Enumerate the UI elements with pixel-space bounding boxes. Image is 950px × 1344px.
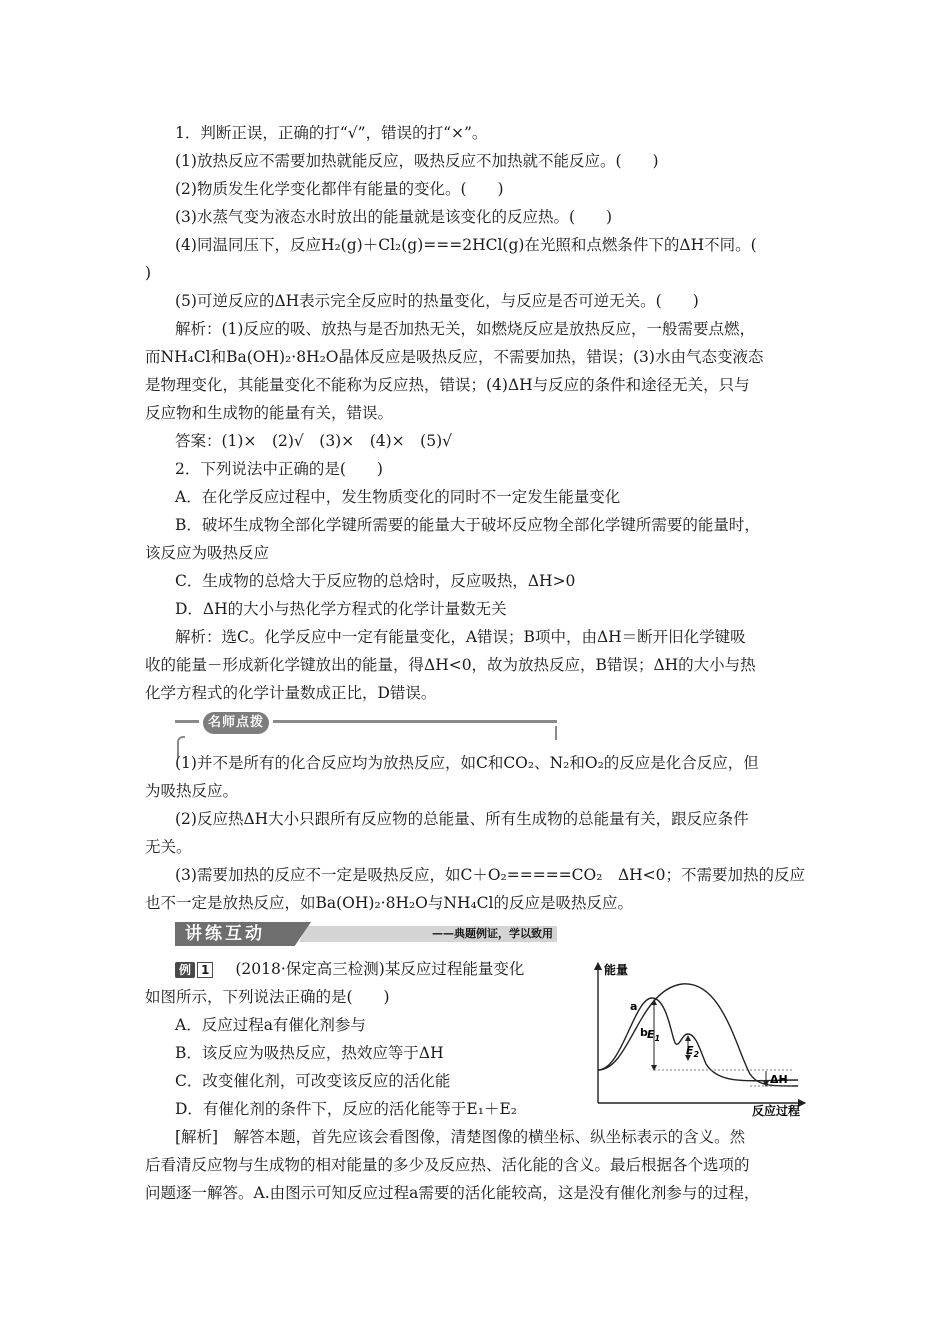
e2-label xyxy=(686,1044,700,1059)
tips-line: (3)需要加热的反应不一定是吸热反应，如C＋O₂=====CO₂ ΔH<0；不需要加热的反应 xyxy=(175,866,806,884)
e1-letter: E xyxy=(647,1028,655,1041)
section-banner xyxy=(175,922,557,946)
q2-title: 2．下列说法中正确的是( ) xyxy=(175,460,383,478)
example-stem xyxy=(175,958,524,980)
e1-label xyxy=(647,1028,660,1043)
q1-item-5: (5)可逆反应的ΔH表示完全反应时的热量变化，与反应是否可逆无关。( ) xyxy=(175,292,699,310)
example-analysis-line: 后看清反应物与生成物的相对能量的多少及反应热、活化能的含义。最后根据各个选项的 xyxy=(145,1156,750,1174)
q2-option-c: C．生成物的总焓大于反应物的总焓时，反应吸热，ΔH>0 xyxy=(175,572,576,590)
tips-rule-right xyxy=(273,720,557,723)
q1-item-4-cont: ) xyxy=(145,264,152,282)
example-option-d: D．有催化剂的条件下，反应的活化能等于E₁＋E₂ xyxy=(175,1100,517,1118)
q1-item-4: (4)同温同压下，反应H₂(g)＋Cl₂(g)===2HCl(g)在光照和点燃条件下的ΔH不同。( xyxy=(175,236,757,254)
tips-line: 为吸热反应。 xyxy=(145,782,239,800)
example-analysis-line: [解析] 解答本题，首先应该会看图像，清楚图像的横坐标、纵坐标表示的含义。然 xyxy=(175,1128,746,1146)
x-axis-label: 反应过程 xyxy=(752,1104,801,1118)
example-number: 1 xyxy=(197,962,213,978)
q2-analysis-line: 解析：选C。化学反应中一定有能量变化，A错误；B项中，由ΔH＝断开旧化学键吸 xyxy=(175,628,746,646)
curve-b-label: b xyxy=(640,1026,648,1039)
q2-option-b: B．破坏生成物全部化学键所需要的能量大于破坏反应物全部化学键所需要的能量时， xyxy=(175,516,760,534)
q1-answer: 答案：(1)× (2)√ (3)× (4)× (5)√ xyxy=(175,432,452,450)
e2-letter: E xyxy=(686,1044,694,1057)
tips-line: 也不一定是放热反应，如Ba(OH)₂·8H₂O与NH₄Cl的反应是吸热反应。 xyxy=(145,894,634,912)
curve-b xyxy=(598,998,798,1081)
q1-item-3: (3)水蒸气变为液态水时放出的能量就是该变化的反应热。( ) xyxy=(175,208,613,226)
tips-label: 名师点拨 xyxy=(203,712,269,734)
tips-line: (2)反应热ΔH大小只跟所有反应物的总能量、所有生成物的总能量有关，跟反应条件 xyxy=(175,810,749,828)
section-subtitle: ——典题例证，学以致用 xyxy=(432,927,553,940)
tips-line: (1)并不是所有的化合反应均为放热反应，如C和CO₂、N₂和O₂的反应是化合反应，但 xyxy=(175,754,759,772)
tips-rule-left xyxy=(175,720,199,723)
curve-a xyxy=(598,984,798,1086)
q2-analysis-line: 收的能量－形成新化学键放出的能量，得ΔH<0，故为放热反应，B错误；ΔH的大小与热 xyxy=(145,656,756,674)
q1-analysis-line: 反应物和生成物的能量有关，错误。 xyxy=(145,404,394,422)
y-axis-label: 能量 xyxy=(604,963,629,977)
q1-analysis-line: 是物理变化，其能量变化不能称为反应热，错误；(4)ΔH与反应的条件和途径无关，只与 xyxy=(145,376,750,394)
q2-analysis-line: 化学方程式的化学计量数成正比，D错误。 xyxy=(145,684,437,702)
section-title: 讲练互动 xyxy=(185,924,265,944)
example-option-b: B．该反应为吸热反应，热效应等于ΔH xyxy=(175,1044,444,1062)
example-option-c: C．改变催化剂，可改变该反应的活化能 xyxy=(175,1072,451,1090)
example-tag: 例 xyxy=(175,962,195,978)
q2-option-b-cont: 该反应为吸热反应 xyxy=(145,544,270,562)
e1-subscript: 1 xyxy=(654,1034,661,1043)
q2-option-a: A．在化学反应过程中，发生物质变化的同时不一定发生能量变化 xyxy=(175,488,621,506)
energy-diagram xyxy=(590,958,820,1118)
q1-title: 1．判断正误，正确的打“√”，错误的打“×”。 xyxy=(175,124,488,142)
curve-a-label: a xyxy=(630,1000,638,1013)
q1-analysis-line: 解析：(1)反应的吸、放热与是否加热无关，如燃烧反应是放热反应，一般需要点燃， xyxy=(175,320,755,338)
e2-subscript: 2 xyxy=(693,1050,700,1059)
q1-analysis-line: 而NH₄Cl和Ba(OH)₂·8H₂O晶体反应是吸热反应，不需要加热，错误；(3)水由气态变液态 xyxy=(145,348,764,366)
dh-label: ΔH xyxy=(770,1073,788,1086)
q2-option-d: D．ΔH的大小与热化学方程式的化学计量数无关 xyxy=(175,600,507,618)
tips-header xyxy=(175,712,557,748)
example-stem-line1: (2018·保定高三检测)某反应过程能量变化 xyxy=(235,960,525,978)
q1-item-2: (2)物质发生化学变化都伴有能量的变化。( ) xyxy=(175,180,504,198)
q1-item-1: (1)放热反应不需要加热就能反应，吸热反应不加热就不能反应。( ) xyxy=(175,152,659,170)
example-analysis-line: 问题逐一解答。A.由图示可知反应过程a需要的活化能较高，这是没有催化剂参与的过程， xyxy=(145,1184,760,1202)
tips-line: 无关。 xyxy=(145,838,192,856)
example-option-a: A．反应过程a有催化剂参与 xyxy=(175,1016,366,1034)
example-stem-line2: 如图所示，下列说法正确的是( ) xyxy=(145,988,390,1006)
tips-corner-right xyxy=(551,726,557,740)
